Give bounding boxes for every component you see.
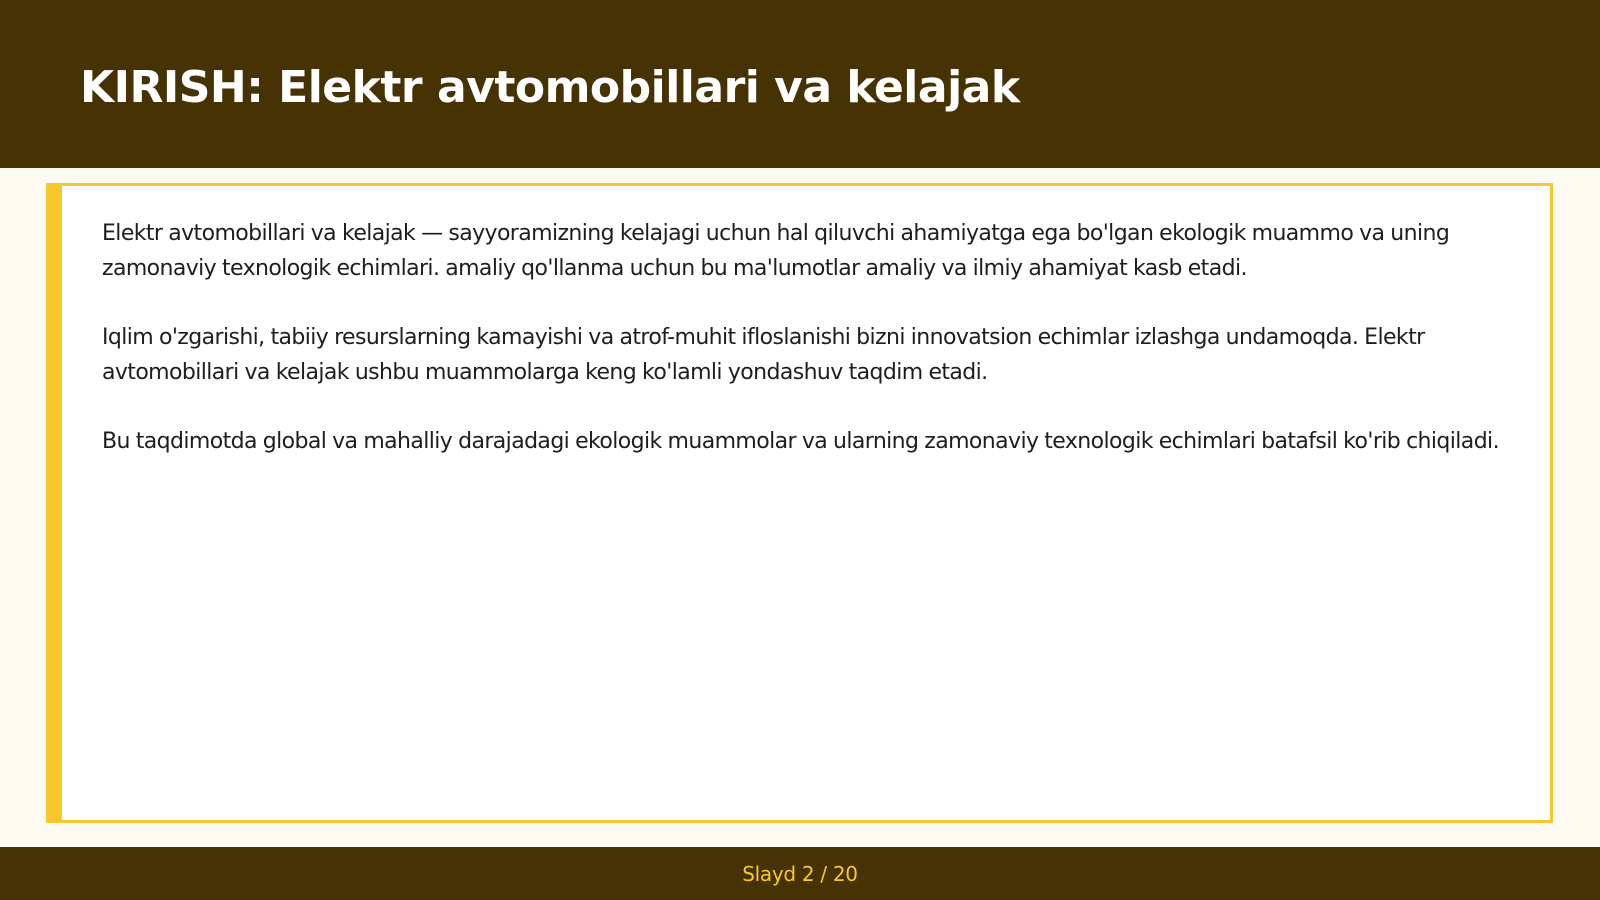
- slide-header: [0, 0, 1600, 168]
- paragraph-intro: Elektr avtomobillari va kelajak — sayyoramizning kelajagi uchun hal qiluvchi ahamiyatga ega bo'lgan ekologik muammo va uning zamonaviy texnologik echimlari. amaliy qo'llanma uchun bu ma'lumotlar amaliy va ilmiy ahamiyat kasb etadi.: [102, 221, 1450, 281]
- content-card: [46, 183, 1553, 823]
- paragraph-climate: Iqlim o'zgarishi, tabiiy resurslarning kamayishi va atrof-muhit ifloslanishi bizni innovatsion echimlar izlashga undamoqda. Elektr avtomobillari va kelajak ushbu muammolarga keng ko'lamli yondashuv taqdim etadi.: [102, 325, 1425, 385]
- slide-title: KIRISH: Elektr avtomobillari va kelajak: [80, 62, 1020, 113]
- slide-footer: [0, 847, 1600, 900]
- slide-counter: Slayd 2 / 20: [742, 861, 858, 886]
- content-body: [102, 216, 1522, 493]
- paragraph-overview: Bu taqdimotda global va mahalliy darajadagi ekologik muammolar va ularning zamonaviy texnologik echimlari batafsil ko'rib chiqiladi.: [102, 429, 1499, 454]
